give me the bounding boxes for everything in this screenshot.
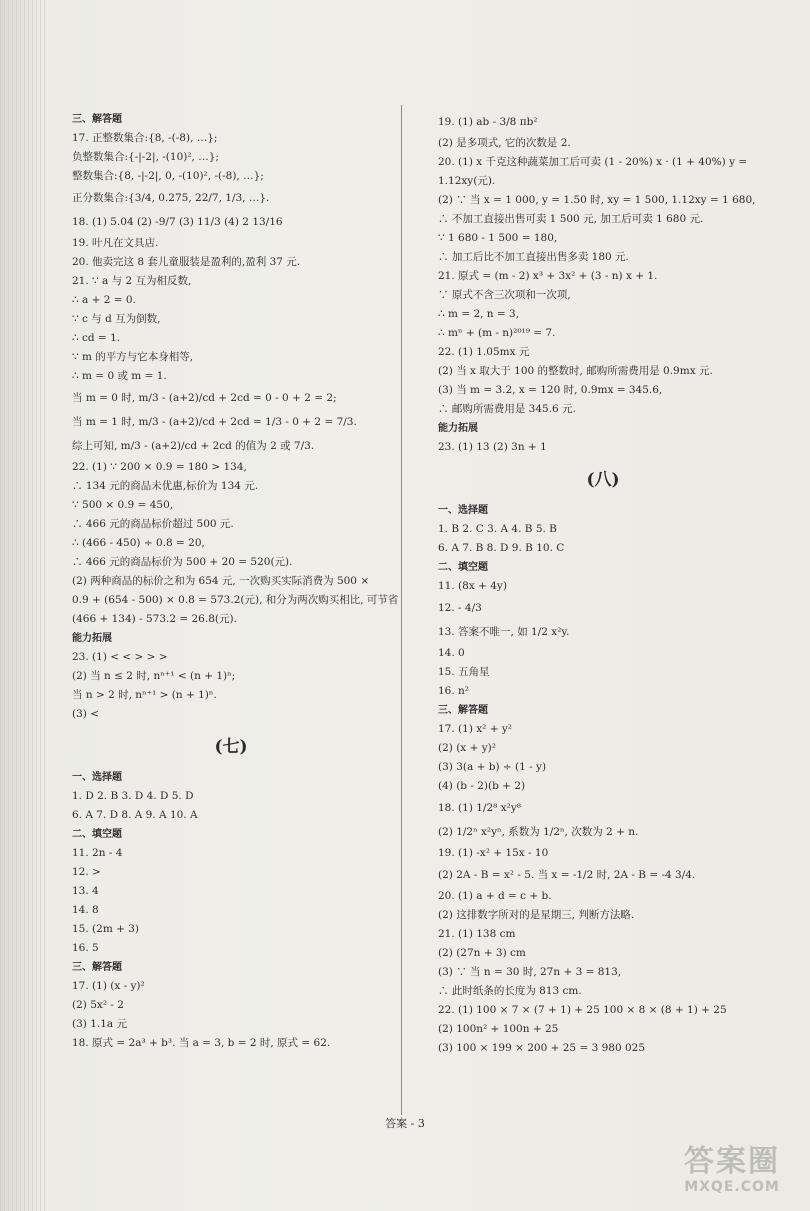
answer-line: 18. (1) 5.04 (2) -9/7 (3) 11/3 (4) 2 13/16 [72,216,283,228]
answer-line: 14. 8 [72,904,99,916]
answer-line: 15. (2m + 3) [72,923,140,935]
left-column [72,110,399,1053]
answer-line: ∵ 原式不含三次项和一次项, [438,289,571,301]
answer-line: (3) ∵ 当 n = 30 时, 27n + 3 = 813, [438,966,622,978]
answer-line: 13. 答案不唯一, 如 1/2 x²y. [438,626,570,638]
answer-line: 当 m = 0 时, m/3 - (a+2)/cd + 2cd = 0 - 0 + 2 = 2; [72,392,337,404]
answer-line: ∴ a + 2 = 0. [72,294,136,306]
answer-line: ∴ 邮购所需费用是 345.6 元. [438,403,576,415]
answer-line: ∴ 此时纸条的长度为 813 cm. [438,985,582,997]
answer-line: 12. - 4/3 [438,602,482,614]
answer-line: 17. (1) (x - y)² [72,980,145,992]
answer-line: (2) 这排数字所对的是星期三, 判断方法略. [438,909,635,921]
answer-line: 18. 原式 = 2a³ + b³. 当 a = 3, b = 2 时, 原式 = 62. [72,1037,331,1049]
answer-line: (2) (27n + 3) cm [438,947,526,959]
section-heading: 三、解答题 [72,114,122,125]
answer-line: 整数集合:{8, -|-2|, 0, -(10)², -(-8), …}; [72,170,264,182]
section-heading: 二、填空题 [438,562,488,573]
answer-line: (2) (x + y)² [438,742,496,754]
answer-line: ∴ 不加工直接出售可卖 1 500 元, 加工后可卖 1 680 元. [438,213,704,225]
section-heading: 一、选择题 [72,772,122,783]
answer-line: (2) ∵ 当 x = 1 000, y = 1.50 时, xy = 1 500, 1.12xy = 1 680, [438,194,756,206]
answer-line: 21. 原式 = (m - 2) x³ + 3x² + (3 - n) x + 1. [438,270,658,282]
book-edge [0,0,45,1211]
answer-line: 22. (1) ∵ 200 × 0.9 = 180 > 134, [72,461,247,473]
section-heading: 二、填空题 [72,829,122,840]
answer-line: 18. (1) 1/2⁸ x²y⁸ [438,802,521,814]
answer-line: 19. (1) ab - 3/8 πb² [438,116,538,128]
answer-line: 17. 正整数集合:{8, -(-8), …}; [72,132,218,144]
right-column [438,110,768,1058]
answer-line: 22. (1) 1.05mx 元 [438,346,530,358]
section-title: (八) [586,470,620,490]
answer-line: ∵ 500 × 0.9 = 450, [72,499,174,511]
answer-line: (3) < [72,708,100,720]
answer-line: ∴ 466 元的商品标价为 500 + 20 = 520(元). [72,556,293,568]
answer-line: ∴ m = 0 或 m = 1. [72,370,167,382]
answer-line: (2) 1/2ⁿ x²yⁿ, 系数为 1/2ⁿ, 次数为 2 + n. [438,826,639,838]
answer-line: ∵ 1 680 - 1 500 = 180, [438,232,558,244]
answer-line: 19. (1) -x² + 15x - 10 [438,847,549,859]
section-heading: 三、解答题 [438,705,488,716]
answer-line: ∴ cd = 1. [72,332,121,344]
answer-line: 23. (1) 13 (2) 3n + 1 [438,441,547,453]
answer-line: (3) 100 × 199 × 200 + 25 = 3 980 025 [438,1042,646,1054]
watermark-title: 答案圈 [684,1144,780,1179]
answer-line: 11. (8x + 4y) [438,580,507,592]
answer-line: (2) 当 x 取大于 100 的整数时, 邮购所需费用是 0.9mx 元. [438,365,713,377]
watermark-url: MXQE.COM [684,1179,780,1195]
answer-line: 当 m = 1 时, m/3 - (a+2)/cd + 2cd = 1/3 - 0 + 2 = 7/3. [72,416,357,428]
answer-line: 12. > [72,866,101,878]
answer-line: 20. (1) a + d = c + b. [438,890,552,902]
answer-line: (2) 两种商品的标价之和为 654 元, 一次购买实际消费为 500 × [72,575,370,587]
answer-line: (3) 当 m = 3.2, x = 120 时, 0.9mx = 345.6, [438,384,663,396]
answer-line: 11. 2n - 4 [72,847,123,859]
answer-line: ∵ m 的平方与它本身相等, [72,351,194,363]
answer-line: 23. (1) < < > > > [72,651,168,663]
answer-line: (2) 100n² + 100n + 25 [438,1023,559,1035]
answer-line: ∵ c 与 d 互为倒数, [72,313,161,325]
answer-line: 21. ∵ a 与 2 互为相反数, [72,275,192,287]
section-heading: 能力拓展 [72,633,112,644]
answer-line: 21. (1) 138 cm [438,928,516,940]
answer-line: 14. 0 [438,647,465,659]
answer-line: 6. A 7. B 8. D 9. B 10. C [438,542,565,554]
answer-line: (2) 2A - B = x² - 5. 当 x = -1/2 时, 2A - B = -4 3/4. [438,869,696,881]
answer-line: 1. D 2. B 3. D 4. D 5. D [72,790,194,802]
answer-line: 综上可知, m/3 - (a+2)/cd + 2cd 的值为 2 或 7/3. [72,440,315,452]
column-divider [401,105,402,1115]
answer-line: 20. (1) x 千克这种蔬菜加工后可卖 (1 - 20%) x · (1 + 40%) y = [438,156,748,168]
answer-line: ∴ 134 元的商品未优惠,标价为 134 元. [72,480,259,492]
answer-line: 17. (1) x² + y² [438,723,512,735]
watermark [662,1145,802,1205]
answer-line: 正分数集合:{3/4, 0.275, 22/7, 1/3, …}. [72,192,270,204]
answer-line: 1.12xy(元). [438,175,496,187]
page-footer: 答案 - 3 [385,1117,425,1130]
answer-line: 13. 4 [72,885,99,897]
answer-line: (466 + 134) - 573.2 = 26.8(元). [72,613,237,625]
answer-line: 19. 叶凡在文具店. [72,237,159,249]
answer-line: ∴ 466 元的商品标价超过 500 元. [72,518,234,530]
answer-line: 15. 五角星 [438,666,490,678]
answer-line: (2) 是多项式, 它的次数是 2. [438,137,571,149]
answer-line: 负整数集合:{-|-2|, -(10)², …}; [72,151,219,163]
answer-line: (4) (b - 2)(b + 2) [438,780,526,792]
answer-line: 16. 5 [72,942,99,954]
answer-line: 当 n > 2 时, nⁿ⁺¹ > (n + 1)ⁿ. [72,689,217,701]
section-title: (七) [214,737,248,757]
answer-line: 6. A 7. D 8. A 9. A 10. A [72,809,198,821]
answer-line: 22. (1) 100 × 7 × (7 + 1) + 25 100 × 8 × (8 + 1) + 25 [438,1004,727,1016]
answer-line: (3) 3(a + b) ÷ (1 - y) [438,761,547,773]
answer-line: ∴ 加工后比不加工直接出售多卖 180 元. [438,251,629,263]
answer-line: 1. B 2. C 3. A 4. B 5. B [438,523,557,535]
answer-line: ∴ (466 - 450) ÷ 0.8 = 20, [72,537,205,549]
section-heading: 一、选择题 [438,505,488,516]
answer-line: (2) 5x² - 2 [72,999,124,1011]
answer-line: ∴ mⁿ + (m - n)²⁰¹⁹ = 7. [438,327,556,339]
answer-line: (2) 当 n ≤ 2 时, nⁿ⁺¹ < (n + 1)ⁿ; [72,670,236,682]
answer-line: ∴ m = 2, n = 3, [438,308,520,320]
section-heading: 三、解答题 [72,962,122,973]
answer-line: (3) 1.1a 元 [72,1018,128,1030]
answer-line: 20. 他卖完这 8 套儿童服装是盈利的,盈利 37 元. [72,256,301,268]
answer-line: 16. n² [438,685,470,697]
answer-line: 0.9 + (654 - 500) × 0.8 = 573.2(元), 和分为两次购买相比, 可节省 [72,594,399,606]
section-heading: 能力拓展 [438,423,478,434]
